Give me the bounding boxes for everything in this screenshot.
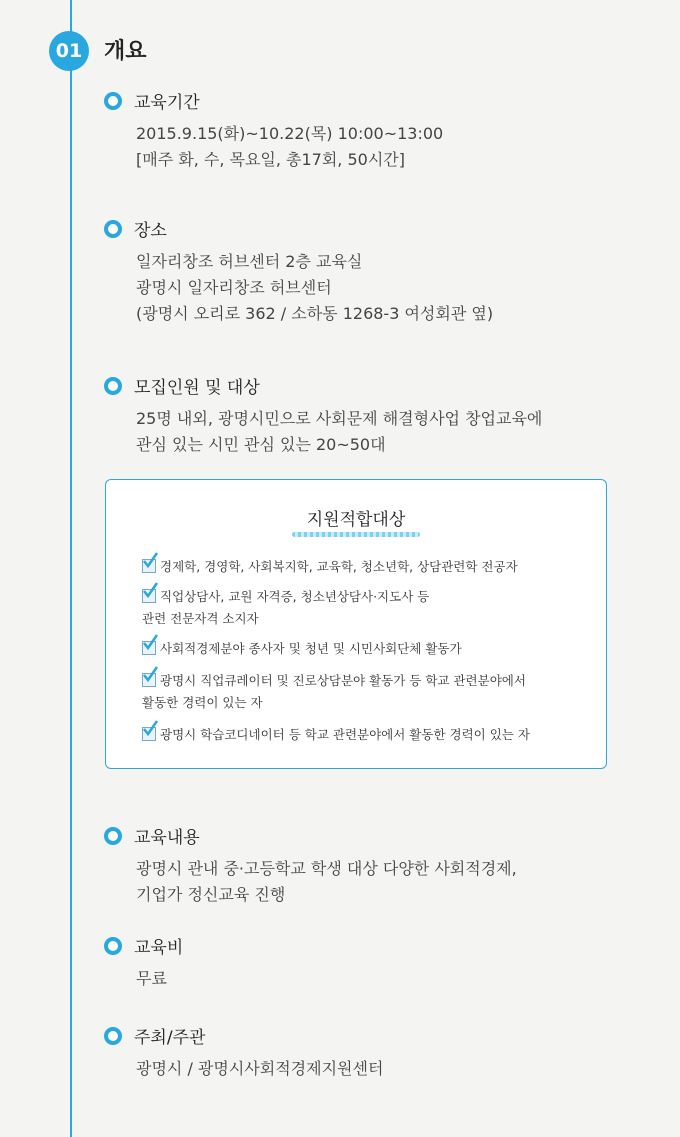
item-line: 무료	[136, 969, 167, 988]
item-line: 기업가 정신교육 진행	[136, 885, 286, 904]
item-label: 모집인원 및 대상	[134, 378, 260, 398]
item-fee	[104, 933, 183, 992]
item-period	[104, 88, 443, 173]
item-line: [매주 화, 수, 목요일, 총17회, 50시간]	[136, 150, 405, 169]
item-content	[104, 823, 517, 908]
eligibility-entry: 직업상담사, 교원 자격증, 청소년상담사·지도사 등 관련 전문자격 소지자	[142, 586, 429, 630]
item-line: 25명 내외, 광명시민으로 사회문제 해결형사업 창업교육에	[136, 409, 543, 428]
item-recruitment	[104, 373, 542, 458]
item-line: 일자리창조 허브센터 2층 교육실	[136, 252, 363, 271]
item-location	[104, 216, 493, 327]
bullet-dot-icon	[104, 220, 122, 238]
item-line: 광명시 일자리창조 허브센터	[136, 278, 332, 297]
item-label: 장소	[134, 221, 167, 241]
checkbox-check-icon	[142, 559, 156, 573]
item-line: (광명시 오리로 362 / 소하동 1268-3 여성회관 옆)	[136, 304, 494, 323]
checkbox-check-icon	[142, 727, 156, 741]
eligibility-title: 지원적합대상	[306, 510, 406, 530]
bullet-dot-icon	[104, 1027, 122, 1045]
title-underline	[292, 532, 420, 537]
section-title: 개요	[104, 39, 147, 64]
eligibility-entry: 사회적경제분야 종사자 및 청년 및 시민사회단체 활동가	[142, 638, 462, 660]
checkbox-check-icon	[142, 641, 156, 655]
item-label: 교육내용	[134, 828, 200, 848]
item-line: 관심 있는 시민 관심 있는 20~50대	[136, 435, 386, 454]
eligibility-entry: 경제학, 경영학, 사회복지학, 교육학, 청소년학, 상담관련학 전공자	[142, 556, 518, 578]
eligibility-entry: 광명시 직업큐레이터 및 진로상담분야 활동가 등 학교 관련분야에서 활동한 경력이 있는 자	[142, 670, 526, 714]
bullet-dot-icon	[104, 937, 122, 955]
eligibility-entry: 광명시 학습코디네이터 등 학교 관련분야에서 활동한 경력이 있는 자	[142, 724, 530, 746]
bullet-dot-icon	[104, 377, 122, 395]
checkbox-check-icon	[142, 589, 156, 603]
section-number-badge: 01	[49, 31, 89, 71]
item-label: 교육비	[134, 938, 184, 958]
timeline-line	[70, 0, 72, 1137]
bullet-dot-icon	[104, 827, 122, 845]
bullet-dot-icon	[104, 92, 122, 110]
item-host	[104, 1023, 383, 1082]
item-line: 광명시 관내 중·고등학교 학생 대상 다양한 사회적경제,	[136, 859, 517, 878]
item-line: 2015.9.15(화)~10.22(목) 10:00~13:00	[136, 124, 444, 143]
item-label: 주최/주관	[134, 1028, 206, 1048]
checkbox-check-icon	[142, 673, 156, 687]
item-label: 교육기간	[134, 93, 200, 113]
item-line: 광명시 / 광명시사회적경제지원센터	[136, 1059, 384, 1078]
eligibility-box	[105, 479, 607, 769]
